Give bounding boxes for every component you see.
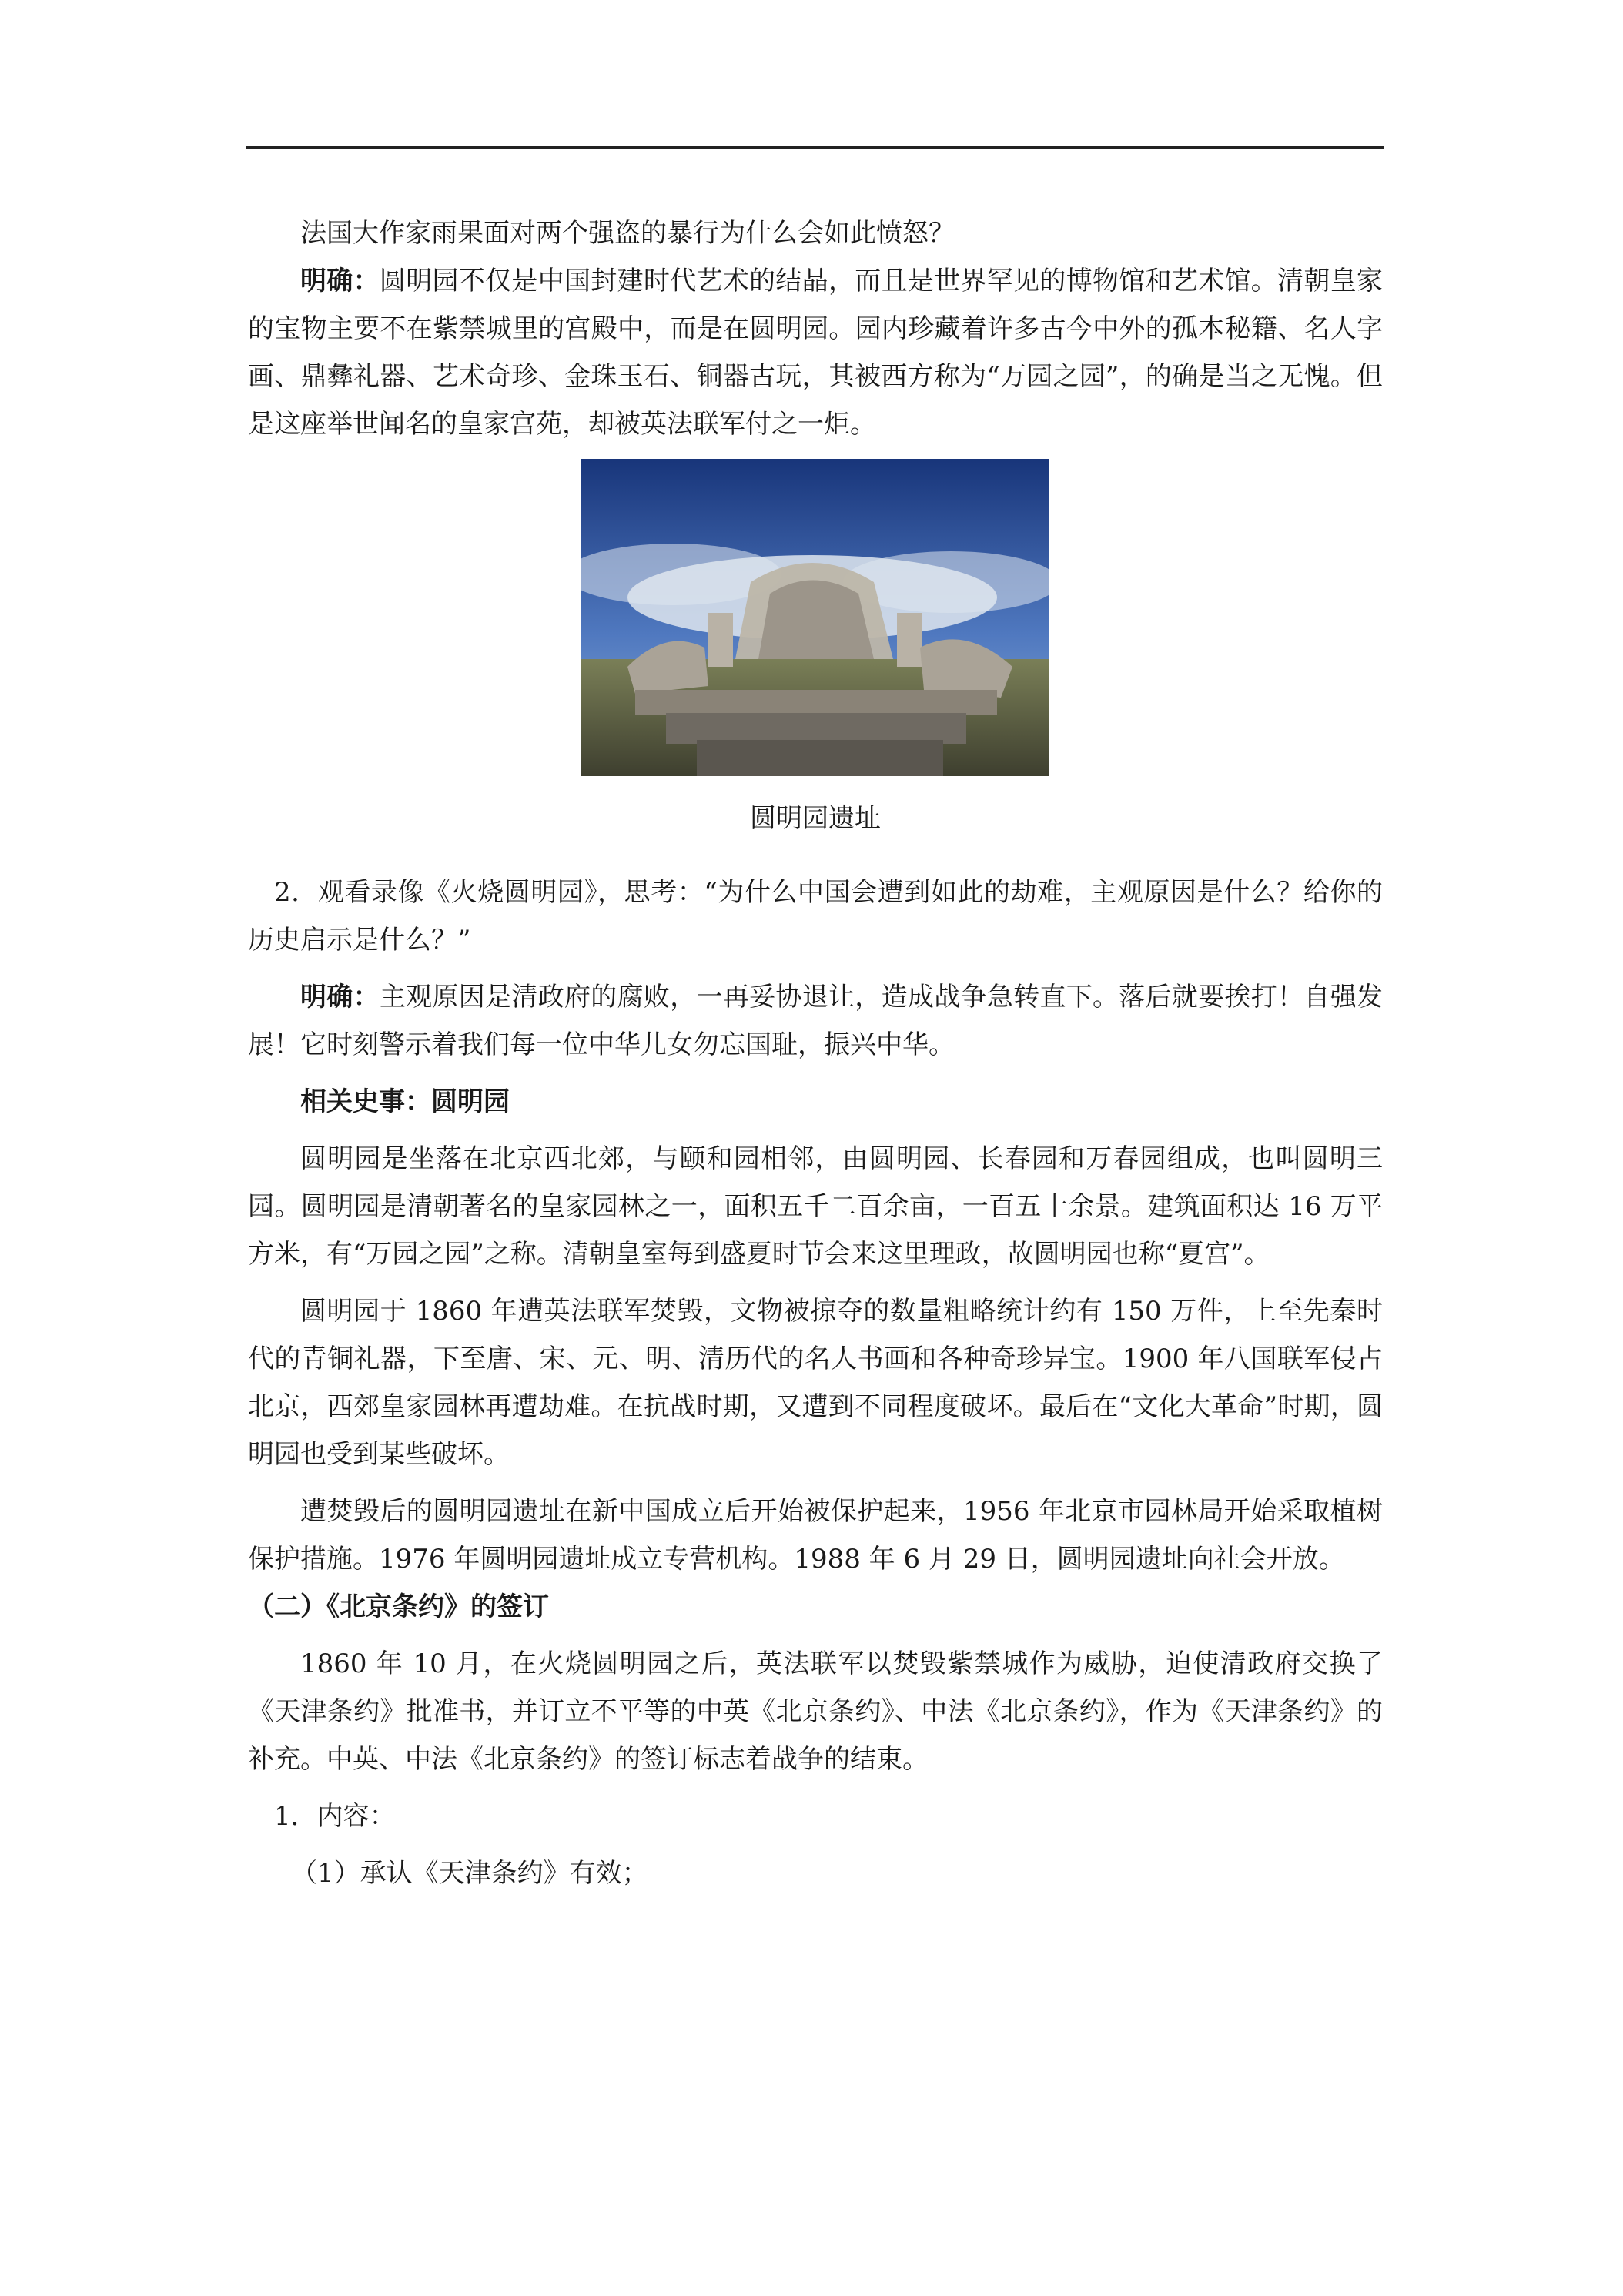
ruins-figure [581,459,1049,842]
answer-2 [248,973,1383,1069]
related-history-paragraph-2: 圆明园于 1860 年遭英法联军焚毁，文物被掠夺的数量粗略统计约有 150 万件，上至先秦时代的青铜礼器，下至唐、宋、元、明、清历代的名人书画和各种奇珍异宝。1900 年八国联军侵占北京，西郊皇家园林再遭劫难。在抗战时期，又遭到不同程度破坏。最后在“文化大革命”时期，圆明园也受到某些破坏。 [248,1296,1383,1470]
related-history-paragraph-1: 圆明园是坐落在北京西北郊，与颐和园相邻，由圆明园、长春园和万春园组成，也叫圆明三园。圆明园是清朝著名的皇家园林之一，面积五千二百余亩，一百五十余景。建筑面积达 16 万平方米，有“万园之园”之称。清朝皇室每到盛夏时节会来这里理政，故圆明园也称“夏宫”。 [248,1143,1383,1270]
related-history-title: 相关史事：圆明园 [300,1086,510,1117]
ruins-photo [581,459,1049,776]
answer-1-label: 明确： [300,266,380,296]
answer-1-text: 圆明园不仅是中国封建时代艺术的结晶，而且是世界罕见的博物馆和艺术馆。清朝皇家的宝物主要不在紫禁城里的宫殿中，而是在圆明园。园内珍藏着许多古今中外的孤本秘籍、名人字画、鼎彝礼器、艺术奇珍、金珠玉石、铜器古玩，其被西方称为“万园之园”，的确是当之无愧。但是这座举世闻名的皇家宫苑，却被英法联军付之一炬。 [248,266,1384,440]
question-2: 2．观看录像《火烧圆明园》，思考：“为什么中国会遭到如此的劫难，主观原因是什么？给你的历史启示是什么？” [248,877,1383,956]
question-1: 法国大作家雨果面对两个强盗的暴行为什么会如此愤怒？ [300,218,955,249]
answer-2-label: 明确： [300,982,380,1012]
related-history-paragraph-3: 遭焚毁后的圆明园遗址在新中国成立后开始被保护起来，1956 年北京市园林局开始采取植树保护措施。1976 年圆明园遗址成立专营机构。1988 年 6 月 29 日，圆明园遗址向社会开放。 [248,1496,1383,1575]
section-title-beijing-treaty: （二）《北京条约》的签订 [248,1591,549,1622]
document-body [248,209,1383,1897]
figure-caption: 圆明园遗址 [750,803,881,834]
answer-1 [248,257,1383,448]
answer-2-text: 主观原因是清政府的腐败，一再妥协退让，造成战争急转直下。落后就要挨打！自强发展！它时刻警示着我们每一位中华儿女勿忘国耻，振兴中华。 [248,982,1384,1060]
content-item-1: 1．内容： [274,1801,396,1832]
content-item-1-1: （1）承认《天津条约》有效； [291,1858,648,1889]
header-rule [246,146,1384,149]
section-2-paragraph: 1860 年 10 月，在火烧圆明园之后，英法联军以焚毁紫禁城作为威胁，迫使清政府交换了《天津条约》批准书，并订立不平等的中英《北京条约》、中法《北京条约》，作为《天津条约》的补充。中英、中法《北京条约》的签订标志着战争的结束。 [248,1648,1383,1775]
